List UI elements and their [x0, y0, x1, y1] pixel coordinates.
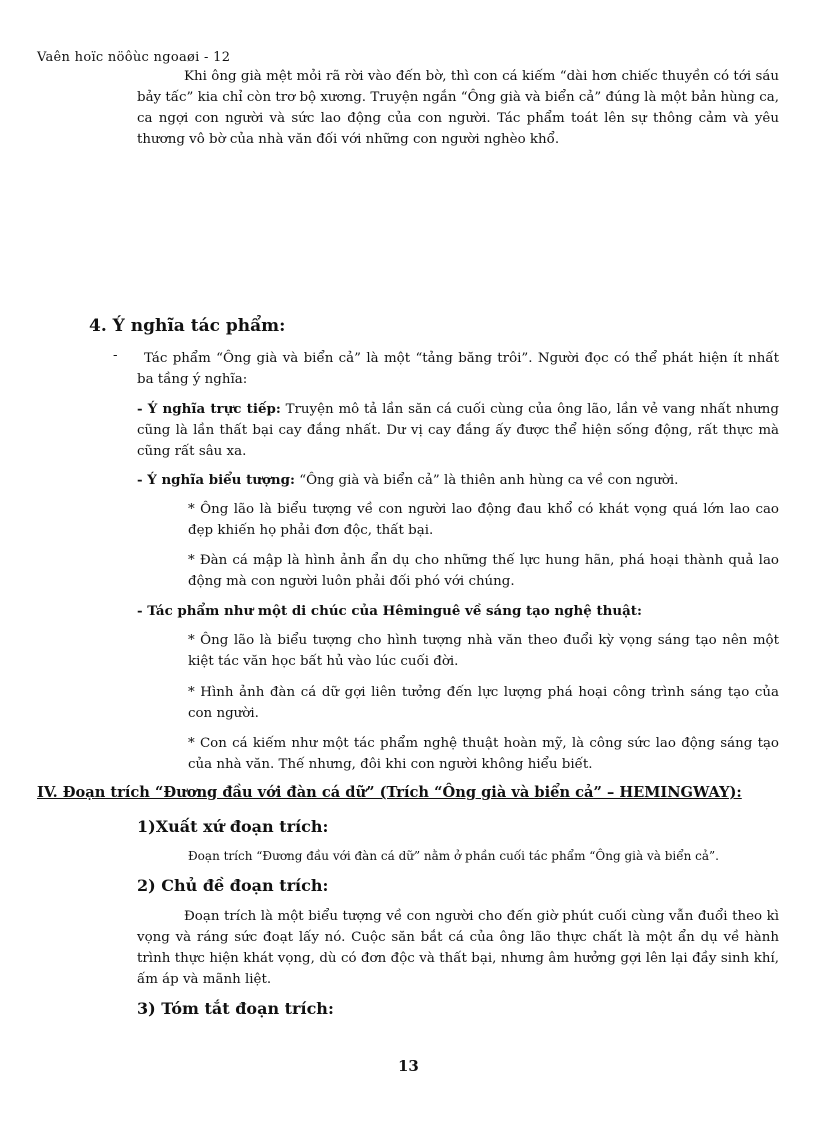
origin-text: Đoạn trích “Đương đầu với đàn cá dữ” nằm ở phần cuối tác phẩm “Ông già và biển cả”. [188, 849, 719, 863]
summary-heading: 3) Tóm tắt đoạn trích: [137, 999, 334, 1018]
section-iv-heading: IV. Đoạn trích “Đương đầu với đàn cá dữ” (Trích “Ông già và biển cả” – HEMINGWAY): [37, 784, 742, 801]
symbolic-meaning [137, 470, 779, 491]
symbol-item: * Ông lão là biểu tượng về con người lao động đau khổ có khát vọng quá lớn lao cao đẹp khiến họ phải đơn độc, thất bại. [188, 502, 779, 538]
section-4-heading: 4. Ý nghĩa tác phẩm: [89, 316, 286, 336]
symbol-item: * Đàn cá mập là hình ảnh ẩn dụ cho những thế lực hung hãn, phá hoại thành quả lao động mà con người luôn phải đối phó với chúng. [188, 553, 779, 589]
bullet-dash: - [113, 348, 118, 363]
direct-meaning [137, 399, 779, 462]
symbolic-meaning-text: “Ông già và biển cả” là thiên anh hùng ca về con người. [294, 473, 679, 488]
intro-paragraph: Khi ông già mệt mỏi rã rời vào đến bờ, thì con cá kiếm “dài hơn chiếc thuyền có tới sáu bảy tấc” kia chỉ còn trơ bộ xương. Truyện ngắn “Ông già và biển cả” đúng là một bản hùng ca, ca ngợi con người và sức lao động của con người. Tác phẩm toát lên sự thông cảm và yêu thương vô bờ của nhà văn đối với những con người nghèo khổ. [137, 69, 779, 147]
page-number: 13 [398, 1057, 419, 1075]
testament-item: * Con cá kiếm như một tác phẩm nghệ thuật hoàn mỹ, là công sức lao động sáng tạo của nhà văn. Thế nhưng, đôi khi con người không hiểu biết. [188, 736, 779, 772]
testament-label: - Tác phẩm như một di chúc của Hêminguê về sáng tạo nghệ thuật: [137, 603, 642, 619]
direct-meaning-label: - Ý nghĩa trực tiếp: [137, 401, 281, 417]
section-4-lead: Tác phẩm “Ông già và biển cả” là một “tảng băng trôi”. Người đọc có thể phát hiện ít nhất ba tầng ý nghĩa: [137, 351, 779, 387]
theme-text: Đoạn trích là một biểu tượng về con người cho đến giờ phút cuối cùng vẫn đuổi theo kì vọng và ráng sức đoạt lấy nó. Cuộc săn bắt cá của ông lão thực chất là một ẩn dụ về hành trình thực hiện khát vọng, dù có đơn độc và thất bại, nhưng âm hưởng gợi lên lại đầy sinh khí, ấm áp và mãnh liệt. [137, 909, 779, 987]
direct-meaning-text: Truyện mô tả lần săn cá cuối cùng của ông lão, lần vẻ vang nhất nhưng cũng là lần thất bại cay đắng nhất. Dư vị cay đắng ấy được thể hiện sống động, rất thực mà cũng rất sâu xa. [137, 402, 779, 459]
testament-item: * Ông lão là biểu tượng cho hình tượng nhà văn theo đuổi kỳ vọng sáng tạo nên một kiệt tác văn học bất hủ vào lúc cuối đời. [188, 633, 779, 669]
testament-item: * Hình ảnh đàn cá dữ gợi liên tưởng đến lực lượng phá hoại công trình sáng tạo của con người. [188, 685, 779, 721]
origin-heading: 1)Xuất xứ đoạn trích: [137, 817, 329, 836]
symbolic-meaning-label: - Ý nghĩa biểu tượng: [137, 472, 295, 488]
running-header: Vaên hoïc nöôùc ngoaøi - 12 [37, 50, 231, 65]
theme-heading: 2) Chủ đề đoạn trích: [137, 876, 329, 895]
